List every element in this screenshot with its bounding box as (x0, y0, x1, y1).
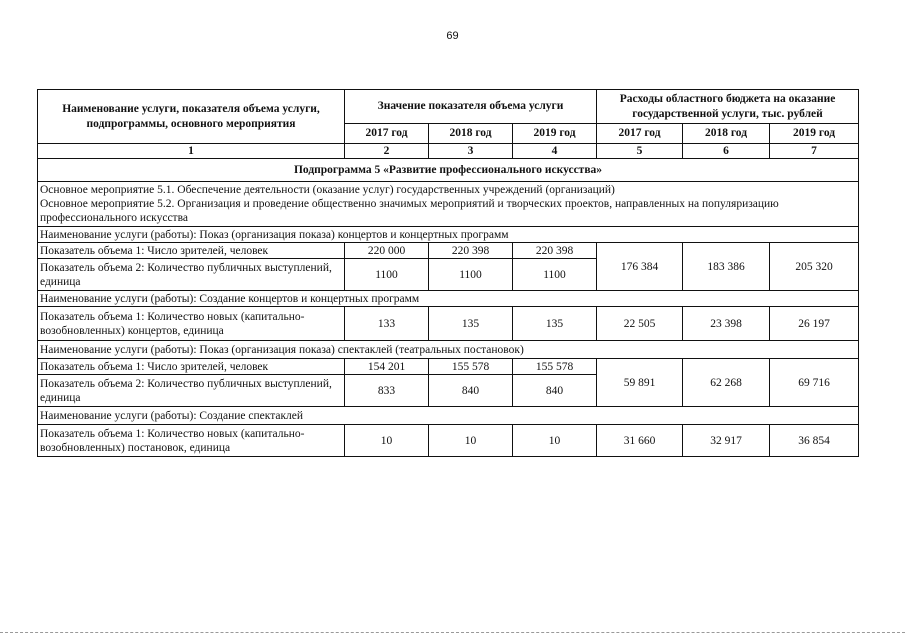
indicator-value: 135 (429, 307, 513, 341)
indicator-value: 10 (513, 425, 597, 457)
header-name-column: Наименование услуги, показателя объема услуги, подпрограммы, основного мероприятия (38, 90, 345, 144)
column-number: 1 (38, 144, 345, 159)
indicator-value: 135 (513, 307, 597, 341)
indicator-value: 840 (429, 375, 513, 407)
expense-value: 32 917 (683, 425, 770, 457)
expense-value: 22 505 (597, 307, 683, 341)
column-number: 5 (597, 144, 683, 159)
indicator-label: Показатель объема 1: Число зрителей, человек (38, 243, 345, 259)
header-value-group: Значение показателя объема услуги (345, 90, 597, 124)
indicator-value: 10 (429, 425, 513, 457)
indicator-value: 1100 (513, 259, 597, 291)
header-year: 2018 год (429, 124, 513, 144)
column-number: 2 (345, 144, 429, 159)
indicator-value: 10 (345, 425, 429, 457)
service-name: Наименование услуги (работы): Создание концертов и концертных программ (38, 291, 859, 307)
header-year: 2017 год (597, 124, 683, 144)
header-year: 2019 год (513, 124, 597, 144)
indicator-value: 220 398 (513, 243, 597, 259)
indicator-label: Показатель объема 2: Количество публичных выступлений, единица (38, 259, 345, 291)
column-number: 7 (770, 144, 859, 159)
column-number: 3 (429, 144, 513, 159)
column-number: 6 (683, 144, 770, 159)
service-name: Наименование услуги (работы): Создание спектаклей (38, 407, 859, 425)
indicator-value: 155 578 (429, 359, 513, 375)
header-year: 2018 год (683, 124, 770, 144)
indicator-value: 840 (513, 375, 597, 407)
header-year: 2017 год (345, 124, 429, 144)
budget-table (37, 89, 859, 457)
page-bottom-edge (0, 632, 905, 634)
expense-value: 183 386 (683, 243, 770, 291)
page-number: 69 (446, 30, 459, 42)
indicator-label: Показатель объема 1: Количество новых (капитально-возобновленных) концертов, единица (38, 307, 345, 341)
indicator-value: 220 398 (429, 243, 513, 259)
indicator-value: 133 (345, 307, 429, 341)
expense-value: 36 854 (770, 425, 859, 457)
expense-value: 62 268 (683, 359, 770, 407)
expense-value: 205 320 (770, 243, 859, 291)
indicator-label: Показатель объема 1: Количество новых (капитально-возобновленных) постановок, единица (38, 425, 345, 457)
header-expense-group: Расходы областного бюджета на оказание государственной услуги, тыс. рублей (597, 90, 859, 124)
column-number-row (38, 144, 859, 159)
indicator-value: 1100 (429, 259, 513, 291)
expense-value: 26 197 (770, 307, 859, 341)
column-number: 4 (513, 144, 597, 159)
indicator-value: 220 000 (345, 243, 429, 259)
expense-value: 59 891 (597, 359, 683, 407)
indicator-value: 833 (345, 375, 429, 407)
expense-value: 23 398 (683, 307, 770, 341)
indicator-label: Показатель объема 2: Количество публичных выступлений, единица (38, 375, 345, 407)
header-year: 2019 год (770, 124, 859, 144)
service-name: Наименование услуги (работы): Показ (организация показа) спектаклей (театральных постановок) (38, 341, 859, 359)
main-activities: Основное мероприятие 5.1. Обеспечение деятельности (оказание услуг) государственных учреждений (организаций) Основное мероприятие 5.2. Организация и проведение общественно значимых мероприятий и творческих проектов, направленных на популяризацию профессионального искусства (38, 182, 859, 227)
expense-value: 31 660 (597, 425, 683, 457)
subprogram-title: Подпрограмма 5 «Развитие профессионального искусства» (38, 159, 859, 182)
expense-value: 69 716 (770, 359, 859, 407)
indicator-value: 154 201 (345, 359, 429, 375)
indicator-label: Показатель объема 1: Число зрителей, человек (38, 359, 345, 375)
expense-value: 176 384 (597, 243, 683, 291)
indicator-value: 155 578 (513, 359, 597, 375)
indicator-value: 1100 (345, 259, 429, 291)
service-name: Наименование услуги (работы): Показ (организация показа) концертов и концертных программ (38, 227, 859, 243)
